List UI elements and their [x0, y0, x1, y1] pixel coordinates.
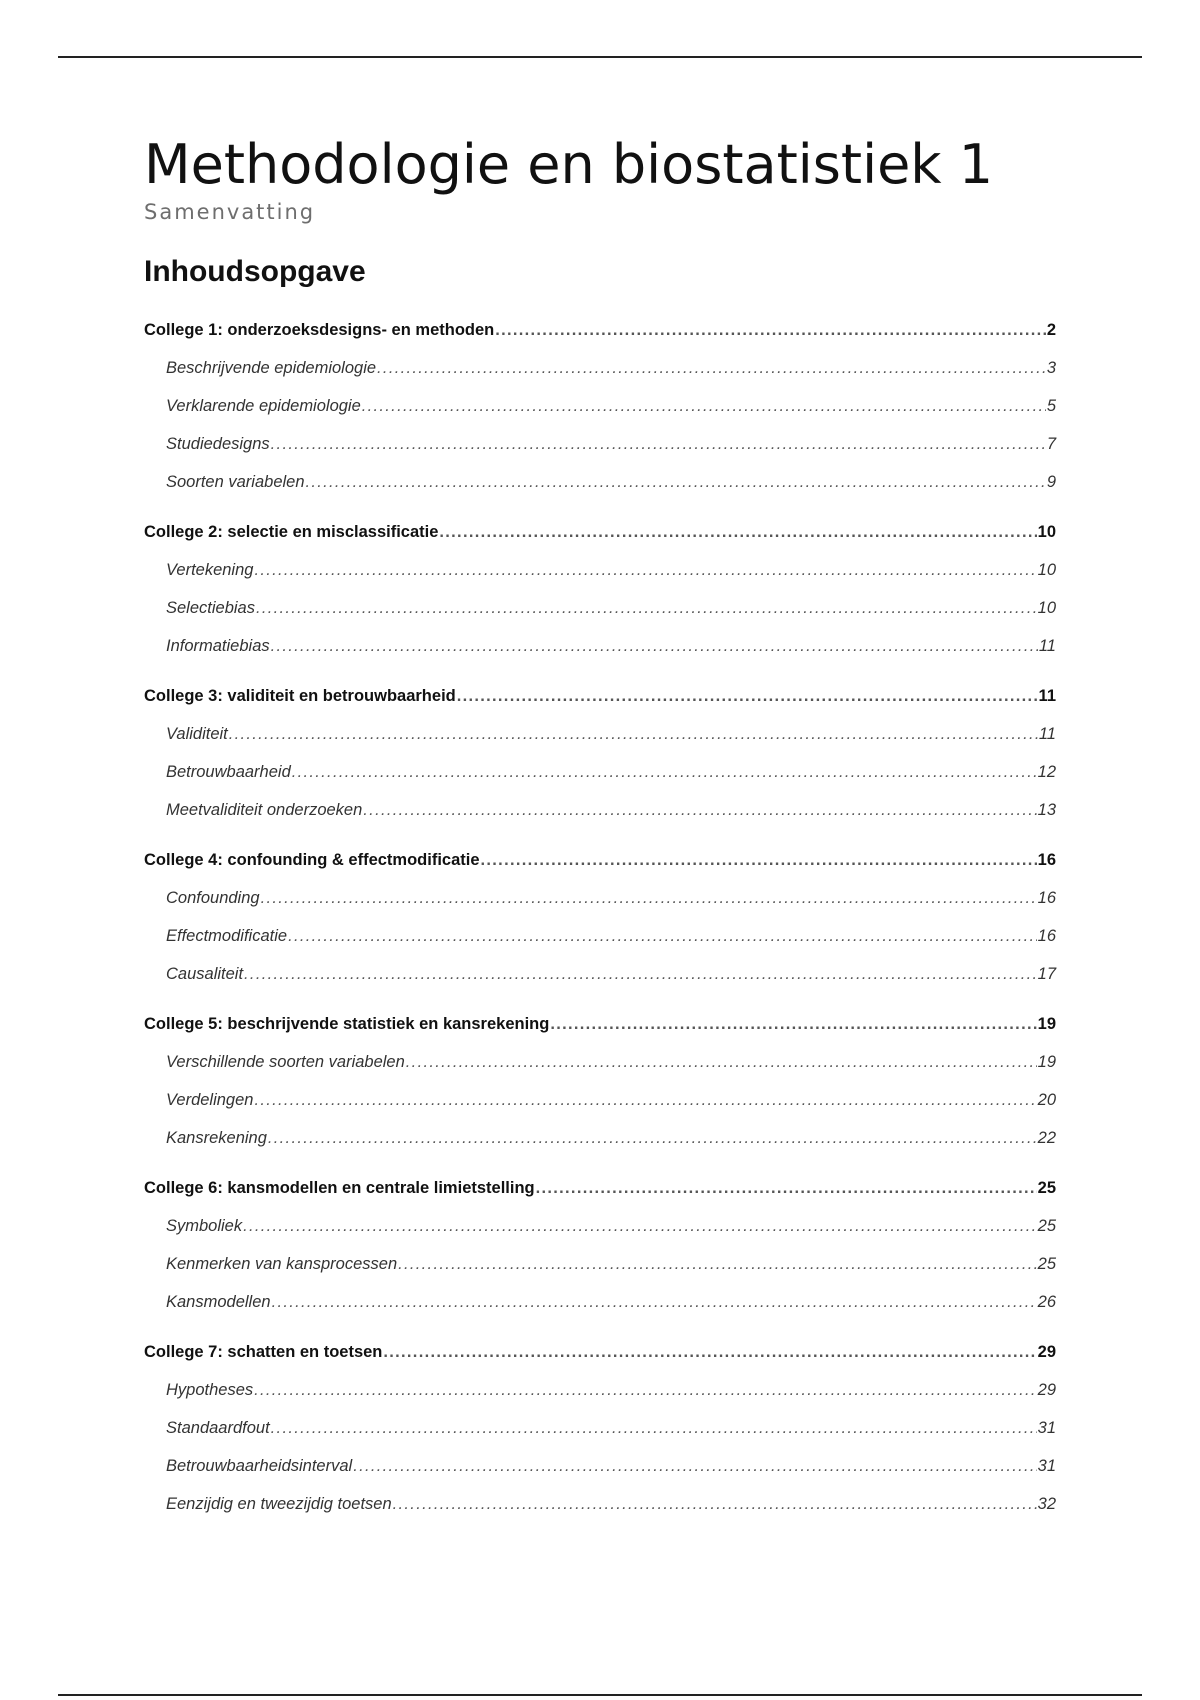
document-subtitle: Samenvatting — [144, 200, 316, 224]
toc-page-number: 19 — [1037, 1053, 1056, 1071]
toc-page-number: 7 — [1046, 435, 1056, 453]
toc-entry-label: Confounding — [166, 889, 260, 907]
toc-entry-label: Verschillende soorten variabelen — [166, 1053, 405, 1071]
toc-page-number: 19 — [1037, 1015, 1056, 1033]
toc-subsection-entry[interactable] — [144, 1485, 1056, 1523]
toc-page-number: 11 — [1038, 637, 1056, 655]
toc-subsection-entry[interactable] — [144, 1081, 1056, 1119]
toc-entry-label: Kansrekening — [166, 1129, 267, 1147]
toc-chapter-entry[interactable] — [144, 841, 1056, 879]
toc-chapter-entry[interactable] — [144, 311, 1056, 349]
toc-page-number: 26 — [1037, 1293, 1056, 1311]
toc-entry-label: College 1: onderzoeksdesigns- en methoden — [144, 321, 495, 339]
toc-dot-leader — [353, 1447, 1036, 1485]
toc-section — [144, 677, 1056, 829]
toc-entry-label: College 7: schatten en toetsen — [144, 1343, 383, 1361]
toc-subsection-entry[interactable] — [144, 463, 1056, 501]
toc-entry-label: Hypotheses — [166, 1381, 254, 1399]
toc-heading: Inhoudsopgave — [144, 255, 366, 288]
toc-dot-leader — [254, 1371, 1037, 1409]
toc-subsection-entry[interactable] — [144, 917, 1056, 955]
toc-page-number: 3 — [1046, 359, 1056, 377]
toc-entry-label: Betrouwbaarheidsinterval — [166, 1457, 353, 1475]
toc-subsection-entry[interactable] — [144, 589, 1056, 627]
toc-dot-leader — [536, 1169, 1037, 1207]
toc-page-number: 16 — [1037, 889, 1056, 907]
toc-entry-label: Validiteit — [166, 725, 228, 743]
toc-page-number: 25 — [1037, 1179, 1056, 1197]
toc-dot-leader — [271, 425, 1046, 463]
toc-page-number: 17 — [1037, 965, 1056, 983]
toc-section — [144, 1169, 1056, 1321]
toc-page-number: 13 — [1037, 801, 1056, 819]
toc-page-number: 12 — [1037, 763, 1056, 781]
toc-subsection-entry[interactable] — [144, 715, 1056, 753]
toc-page-number: 29 — [1037, 1381, 1056, 1399]
toc-subsection-entry[interactable] — [144, 1245, 1056, 1283]
toc-section — [144, 841, 1056, 993]
toc-subsection-entry[interactable] — [144, 1207, 1056, 1245]
toc-entry-label: Kenmerken van kansprocessen — [166, 1255, 398, 1273]
toc-chapter-entry[interactable] — [144, 513, 1056, 551]
toc-dot-leader — [288, 917, 1037, 955]
toc-dot-leader — [271, 1409, 1037, 1447]
toc-page-number: 2 — [1046, 321, 1056, 339]
toc-entry-label: Informatiebias — [166, 637, 270, 655]
toc-chapter-entry[interactable] — [144, 1005, 1056, 1043]
toc-dot-leader — [398, 1245, 1037, 1283]
toc-entry-label: College 3: validiteit en betrouwbaarheid — [144, 687, 456, 705]
toc-page-number: 25 — [1037, 1255, 1056, 1273]
toc-entry-label: College 5: beschrijvende statistiek en kansrekening — [144, 1015, 550, 1033]
document-title: Methodologie en biostatistiek 1 — [144, 133, 994, 196]
toc-entry-label: Studiedesigns — [166, 435, 270, 453]
toc-dot-leader — [550, 1005, 1036, 1043]
toc-page-number: 25 — [1037, 1217, 1056, 1235]
toc-entry-label: Verklarende epidemiologie — [166, 397, 361, 415]
toc-subsection-entry[interactable] — [144, 1283, 1056, 1321]
toc-subsection-entry[interactable] — [144, 387, 1056, 425]
toc-page-number: 10 — [1037, 561, 1056, 579]
toc-chapter-entry[interactable] — [144, 1333, 1056, 1371]
toc-subsection-entry[interactable] — [144, 349, 1056, 387]
toc-dot-leader — [393, 1485, 1037, 1523]
toc-page-number: 10 — [1037, 599, 1056, 617]
toc-page-number: 32 — [1037, 1495, 1056, 1513]
toc-dot-leader — [254, 551, 1036, 589]
toc-page-number: 16 — [1037, 851, 1056, 869]
toc-dot-leader — [481, 841, 1037, 879]
toc-subsection-entry[interactable] — [144, 791, 1056, 829]
toc-subsection-entry[interactable] — [144, 1409, 1056, 1447]
toc-dot-leader — [256, 589, 1037, 627]
toc-page-number: 31 — [1037, 1457, 1056, 1475]
toc-page-number: 22 — [1037, 1129, 1056, 1147]
toc-page-number: 5 — [1046, 397, 1056, 415]
toc-page-number: 31 — [1037, 1419, 1056, 1437]
toc-section — [144, 1333, 1056, 1523]
toc-subsection-entry[interactable] — [144, 753, 1056, 791]
toc-dot-leader — [292, 753, 1037, 791]
toc-subsection-entry[interactable] — [144, 1371, 1056, 1409]
toc-entry-label: Selectiebias — [166, 599, 255, 617]
toc-entry-label: Betrouwbaarheid — [166, 763, 291, 781]
toc-page-number: 10 — [1037, 523, 1056, 541]
toc-subsection-entry[interactable] — [144, 1119, 1056, 1157]
toc-entry-label: Symboliek — [166, 1217, 243, 1235]
footer-rule — [58, 1694, 1142, 1696]
toc-entry-label: Causaliteit — [166, 965, 244, 983]
toc-entry-label: Standaardfout — [166, 1419, 270, 1437]
toc-dot-leader — [377, 349, 1046, 387]
toc-dot-leader — [495, 311, 1046, 349]
toc-subsection-entry[interactable] — [144, 551, 1056, 589]
toc-dot-leader — [439, 513, 1036, 551]
toc-subsection-entry[interactable] — [144, 955, 1056, 993]
toc-page-number: 20 — [1037, 1091, 1056, 1109]
toc-entry-label: Meetvaliditeit onderzoeken — [166, 801, 363, 819]
toc-dot-leader — [383, 1333, 1036, 1371]
toc-dot-leader — [254, 1081, 1036, 1119]
toc-dot-leader — [362, 387, 1046, 425]
toc-dot-leader — [229, 715, 1038, 753]
toc-page-number: 9 — [1046, 473, 1056, 491]
toc-chapter-entry[interactable] — [144, 1169, 1056, 1207]
toc-entry-label: College 4: confounding & effectmodificatie — [144, 851, 480, 869]
toc-dot-leader — [268, 1119, 1037, 1157]
toc-dot-leader — [271, 627, 1038, 665]
toc-section — [144, 513, 1056, 665]
toc-entry-label: Effectmodificatie — [166, 927, 288, 945]
toc-section — [144, 1005, 1056, 1157]
toc-subsection-entry[interactable] — [144, 1043, 1056, 1081]
toc-entry-label: College 6: kansmodellen en centrale limietstelling — [144, 1179, 535, 1197]
toc-entry-label: Kansmodellen — [166, 1293, 271, 1311]
header-rule — [58, 56, 1142, 58]
toc-section — [144, 311, 1056, 501]
toc-subsection-entry[interactable] — [144, 425, 1056, 463]
toc-subsection-entry[interactable] — [144, 627, 1056, 665]
toc-subsection-entry[interactable] — [144, 1447, 1056, 1485]
toc-page-number: 16 — [1037, 927, 1056, 945]
toc-dot-leader — [272, 1283, 1037, 1321]
toc-entry-label: Beschrijvende epidemiologie — [166, 359, 377, 377]
toc-chapter-entry[interactable] — [144, 677, 1056, 715]
document-body — [144, 133, 1056, 1535]
toc-subsection-entry[interactable] — [144, 879, 1056, 917]
toc-dot-leader — [261, 879, 1037, 917]
toc-page-number: 11 — [1038, 725, 1056, 743]
table-of-contents — [144, 311, 1056, 1523]
toc-entry-label: College 2: selectie en misclassificatie — [144, 523, 439, 541]
toc-dot-leader — [406, 1043, 1037, 1081]
toc-entry-label: Eenzijdig en tweezijdig toetsen — [166, 1495, 392, 1513]
toc-dot-leader — [244, 955, 1037, 993]
toc-entry-label: Vertekening — [166, 561, 254, 579]
toc-dot-leader — [306, 463, 1046, 501]
toc-page-number: 29 — [1037, 1343, 1056, 1361]
toc-dot-leader — [363, 791, 1036, 829]
toc-entry-label: Verdelingen — [166, 1091, 254, 1109]
toc-dot-leader — [243, 1207, 1037, 1245]
toc-page-number: 11 — [1038, 687, 1056, 705]
toc-dot-leader — [457, 677, 1038, 715]
toc-entry-label: Soorten variabelen — [166, 473, 305, 491]
